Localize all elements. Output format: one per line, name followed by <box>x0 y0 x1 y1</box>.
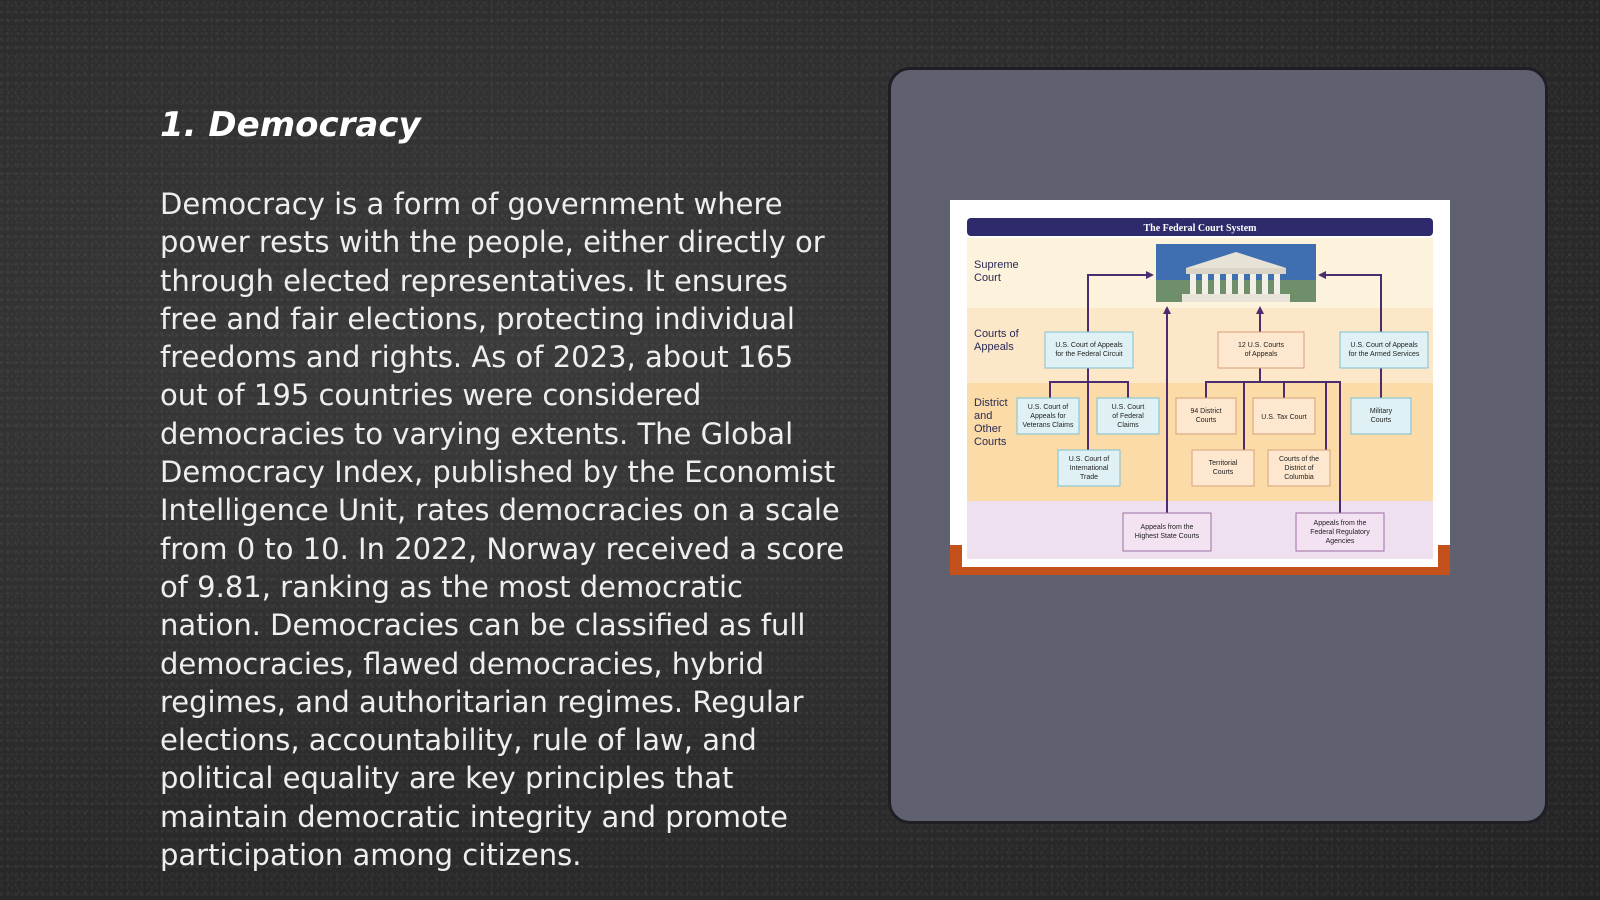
svg-text:Appeals from theHighest State: Appeals from the Highest State Courts <box>1134 524 1200 540</box>
box-district-94 <box>1176 398 1236 434</box>
box-dc-courts <box>1268 450 1330 486</box>
supreme-court-building-icon <box>1156 244 1316 302</box>
svg-text:U.S. Tax Court: U.S. Tax Court <box>1261 414 1307 421</box>
box-veterans <box>1017 398 1079 434</box>
diagram-svg <box>950 200 1450 575</box>
box-regulatory <box>1296 513 1384 551</box>
svg-text:MilitaryCourts: Military Courts <box>1369 408 1393 424</box>
svg-text:U.S. Court ofAppeals forVetera: U.S. Court of Appeals for Veterans Claims <box>1022 404 1074 429</box>
svg-text:Courts of theDistrict ofColumb: Courts of the District of Columbia <box>1278 456 1320 481</box>
level-label-appeals: Courts of Appeals <box>974 328 1019 353</box>
box-intl-trade <box>1058 450 1120 486</box>
slide-heading: 1. Democracy <box>160 105 421 145</box>
svg-text:U.S. Court of Appealsfor the A: U.S. Court of Appeals for the Armed Services <box>1348 342 1420 358</box>
box-twelve-appeals <box>1218 332 1304 368</box>
svg-text:Appeals from theFederal Regula: Appeals from the Federal Regulatory Agencies <box>1310 520 1370 545</box>
box-fed-circuit <box>1045 332 1133 368</box>
level-label-district: District and Other Courts <box>974 397 1008 448</box>
svg-text:94 DistrictCourts: 94 District Courts <box>1190 408 1222 424</box>
box-territorial <box>1192 450 1254 486</box>
svg-text:12 U.S. Courtsof Appeals: 12 U.S. Courts of Appeals <box>1238 342 1284 358</box>
box-military <box>1351 398 1411 434</box>
svg-text:U.S. Court ofInternationalTrad: U.S. Court of International Trade <box>1068 456 1110 481</box>
svg-text:U.S. Court of Appealsfor the F: U.S. Court of Appeals for the Federal Circuit <box>1055 342 1123 358</box>
box-armed-services <box>1340 332 1428 368</box>
federal-court-system-diagram <box>950 200 1450 575</box>
box-federal-claims <box>1097 398 1159 434</box>
diagram-title: The Federal Court System <box>1143 223 1257 234</box>
svg-text:TerritorialCourts: Territorial Courts <box>1208 460 1238 476</box>
slide-paragraph: Democracy is a form of government where power rests with the people, either directly or through elected representatives. It ensures free and fair elections, protecting individual freedoms and rights. As of 2023, about 165 out of 195 countries were considered democracies to varying extents. The Global Democracy Index, published by the Economist Intelligence Unit, rates democracies on a scale from 0 to 10. In 2022, Norway received a score of 9.81, ranking as the most democratic nation. Democracies can be classified as full democracies, flawed democracies, hybrid regimes, and authoritarian regimes. Regular elections, accountability, rule of law, and political equality are key principles that maintain democratic integrity and promote participation among citizens. <box>160 187 845 873</box>
level-label-supreme: Supreme Court <box>974 259 1019 284</box>
box-tax-court <box>1253 398 1315 434</box>
box-state-courts <box>1123 513 1211 551</box>
svg-text:U.S. Courtof FederalClaims: U.S. Court of Federal Claims <box>1111 404 1145 429</box>
